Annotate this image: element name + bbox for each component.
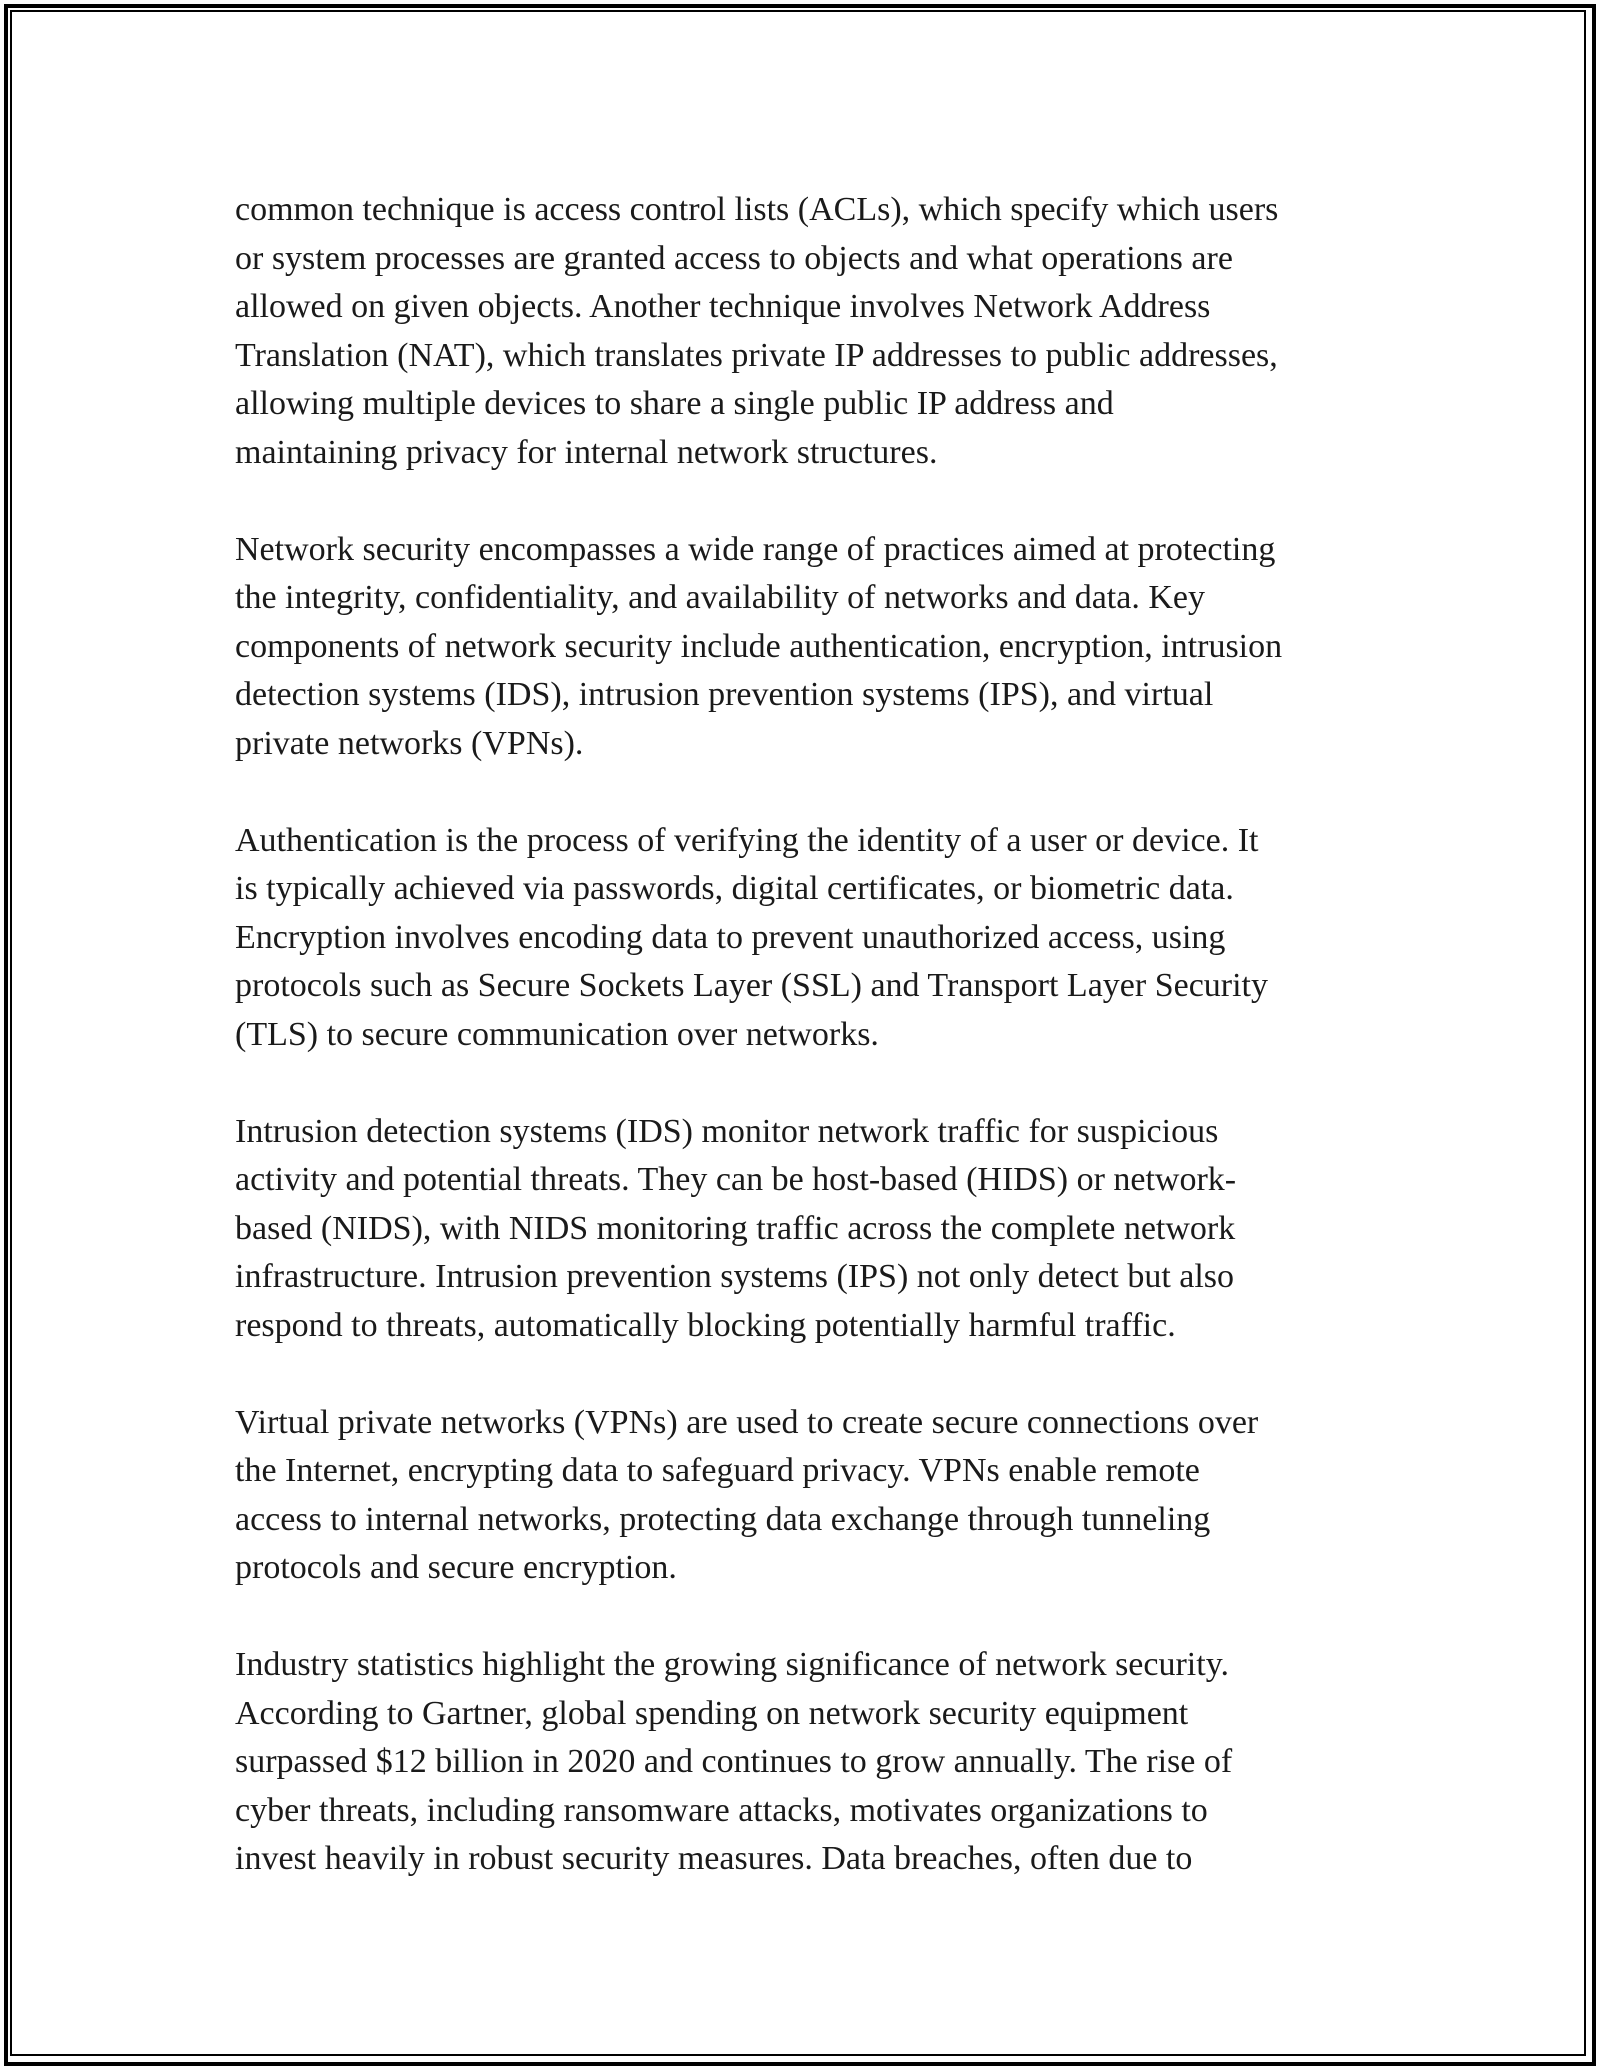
text-line: cyber threats, including ransomware attacks, motivates organizations to (235, 1791, 1208, 1829)
text-line: Authentication is the process of verifying the identity of a user or device. It (235, 821, 1259, 859)
text-line: maintaining privacy for internal network structures. (235, 433, 938, 471)
text-line: activity and potential threats. They can be host-based (HIDS) or network- (235, 1161, 1237, 1198)
text-line: surpassed $12 billion in 2020 and continues to grow annually. The rise of (235, 1743, 1233, 1780)
text-line: According to Gartner, global spending on network security equipment (235, 1694, 1189, 1732)
text-line: common technique is access control lists (ACLs), which specify which users (235, 191, 1279, 228)
paragraph (235, 526, 1375, 769)
text-line: access to internal networks, protecting data exchange through tunneling (235, 1500, 1211, 1538)
text-line: based (NIDS), with NIDS monitoring traffic across the complete network (235, 1209, 1236, 1247)
text-line: components of network security include authentication, encryption, intrusion (235, 627, 1283, 665)
text-line: Industry statistics highlight the growing significance of network security. (235, 1646, 1229, 1683)
text-line: respond to threats, automatically blocking potentially harmful traffic. (235, 1306, 1176, 1344)
text-line: Virtual private networks (VPNs) are used to create secure connections over (235, 1403, 1259, 1441)
text-line: allowed on given objects. Another technique involves Network Address (235, 288, 1211, 325)
paragraph (235, 186, 1375, 477)
paragraph (235, 1399, 1375, 1593)
text-line: Translation (NAT), which translates private IP addresses to public addresses, (235, 336, 1278, 374)
paragraph (235, 1108, 1375, 1351)
text-line: detection systems (IDS), intrusion prevention systems (IPS), and virtual (235, 676, 1214, 713)
paragraph (235, 1641, 1375, 1884)
text-line: private networks (VPNs). (235, 724, 584, 762)
text-line: allowing multiple devices to share a single public IP address and (235, 385, 1114, 422)
text-line: is typically achieved via passwords, digital certificates, or biometric data. (235, 870, 1234, 907)
text-line: (TLS) to secure communication over networks. (235, 1015, 879, 1053)
text-line: protocols and secure encryption. (235, 1549, 677, 1586)
text-line: Network security encompasses a wide range of practices aimed at protecting (235, 530, 1276, 568)
text-line: protocols such as Secure Sockets Layer (SSL) and Transport Layer Security (235, 967, 1268, 1004)
text-line: Intrusion detection systems (IDS) monitor network traffic for suspicious (235, 1112, 1219, 1150)
text-line: the Internet, encrypting data to safeguard privacy. VPNs enable remote (235, 1452, 1200, 1489)
text-line: the integrity, confidentiality, and availability of networks and data. Key (235, 579, 1205, 616)
text-line: infrastructure. Intrusion prevention systems (IPS) not only detect but also (235, 1258, 1235, 1295)
text-line: invest heavily in robust security measures. Data breaches, often due to (235, 1840, 1193, 1877)
document-body (235, 186, 1375, 1932)
text-line: Encryption involves encoding data to prevent unauthorized access, using (235, 918, 1226, 956)
text-line: or system processes are granted access to objects and what operations are (235, 239, 1233, 277)
paragraph (235, 817, 1375, 1060)
